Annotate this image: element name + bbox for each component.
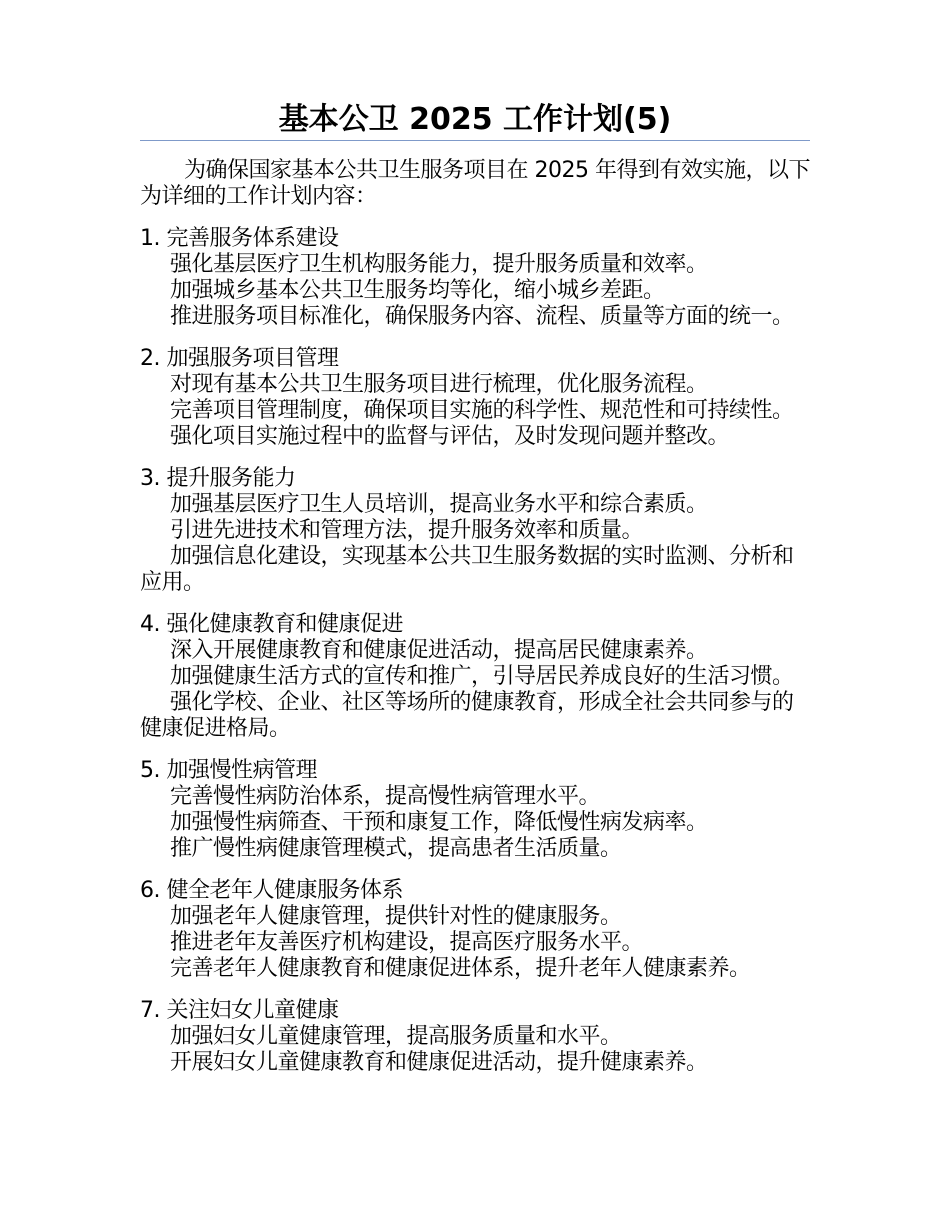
title-underline [140, 140, 810, 141]
section-item: 完善慢性病防治体系，提高慢性病管理水平。 [170, 784, 601, 809]
section-item: 加强城乡基本公共卫生服务均等化，缩小城乡差距。 [170, 278, 665, 303]
section-item: 推进服务项目标准化，确保服务内容、流程、质量等方面的统一。 [170, 304, 794, 329]
section-heading: 6. 健全老年人健康服务体系 [140, 878, 403, 903]
section-item: 加强老年人健康管理，提供针对性的健康服务。 [170, 904, 622, 929]
section-6 [140, 878, 810, 982]
section-item: 强化项目实施过程中的监督与评估，及时发现问题并整改。 [170, 424, 730, 449]
section-3 [140, 466, 810, 596]
section-heading: 4. 强化健康教育和健康促进 [140, 612, 403, 637]
section-item: 推进老年友善医疗机构建设，提高医疗服务水平。 [170, 930, 644, 955]
section-heading: 2. 加强服务项目管理 [140, 346, 339, 371]
section-item: 开展妇女儿童健康教育和健康促进活动，提升健康素养。 [170, 1050, 708, 1075]
intro-paragraph: 为确保国家基本公共卫生服务项目在 2025 年得到有效实施，以下为详细的工作计划内容： [140, 158, 810, 209]
document-title: 基本公卫 2025 工作计划(5) [278, 102, 672, 137]
section-1 [140, 226, 810, 330]
section-item: 强化基层医疗卫生机构服务能力，提升服务质量和效率。 [170, 252, 708, 277]
section-heading: 7. 关注妇女儿童健康 [140, 998, 339, 1023]
section-heading: 1. 完善服务体系建设 [140, 226, 339, 251]
section-7 [140, 998, 810, 1076]
section-item: 引进先进技术和管理方法，提升服务效率和质量。 [170, 518, 644, 543]
section-item: 深入开展健康教育和健康促进活动，提高居民健康素养。 [170, 638, 708, 663]
section-item: 推广慢性病健康管理模式，提高患者生活质量。 [170, 836, 622, 861]
document-body [140, 158, 810, 1092]
section-item: 强化学校、企业、社区等场所的健康教育，形成全社会共同参与的健康促进格局。 [140, 690, 794, 741]
section-item: 加强慢性病筛查、干预和康复工作，降低慢性病发病率。 [170, 810, 708, 835]
section-item: 完善项目管理制度，确保项目实施的科学性、规范性和可持续性。 [170, 398, 794, 423]
section-heading: 3. 提升服务能力 [140, 466, 296, 491]
section-item: 加强妇女儿童健康管理，提高服务质量和水平。 [170, 1024, 622, 1049]
section-heading: 5. 加强慢性病管理 [140, 758, 317, 783]
section-item: 加强信息化建设，实现基本公共卫生服务数据的实时监测、分析和应用。 [140, 544, 794, 595]
section-5 [140, 758, 810, 862]
section-item: 加强基层医疗卫生人员培训，提高业务水平和综合素质。 [170, 492, 708, 517]
section-4 [140, 612, 810, 742]
section-item: 对现有基本公共卫生服务项目进行梳理，优化服务流程。 [170, 372, 708, 397]
section-2 [140, 346, 810, 450]
section-item: 完善老年人健康教育和健康促进体系，提升老年人健康素养。 [170, 956, 751, 981]
section-item: 加强健康生活方式的宣传和推广，引导居民养成良好的生活习惯。 [170, 664, 794, 689]
